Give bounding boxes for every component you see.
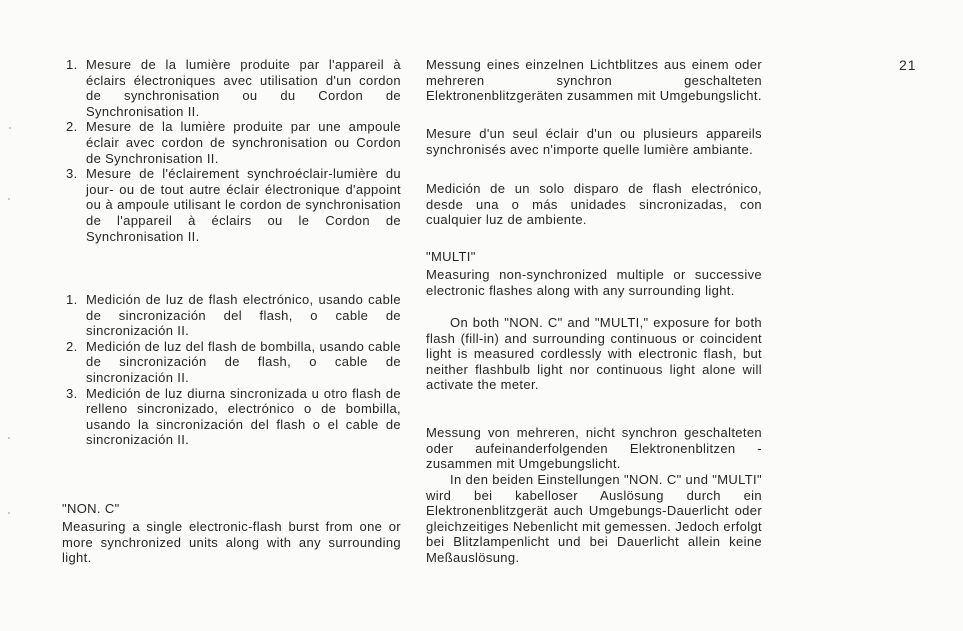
list-item	[62, 386, 401, 448]
spanish-numbered-list	[62, 292, 401, 448]
list-number: 2.	[66, 338, 78, 354]
list-number: 1.	[66, 292, 78, 307]
french-single-paragraph: Mesure d'un seul éclair d'un ou plusieurs appareils synchronisés avec n'importe quelle lumière ambiante.	[426, 126, 762, 157]
paper-speck	[9, 127, 11, 129]
list-number: 3.	[66, 385, 78, 401]
list-item	[62, 292, 401, 339]
list-item-text: Medición de luz de flash electrónico, usando cable de sincronización del flash, o cable de sincronización II.	[86, 292, 401, 339]
german-both-modes-paragraph: In den beiden Einstellungen "NON. C" und "MULTI" wird bei kabelloser Auslösung durch ein Elektronenblitzgerät auch Umgebungs-Dauerlicht oder gleichzeitiges Nebenlicht mit gemessen. Jedoch erfolgt bei Blitzlampenlicht und bei Dauerlicht allein keine Meßauslösung.	[426, 472, 762, 565]
page-number: 21	[899, 57, 917, 73]
non-c-english-paragraph: Measuring a single electronic-flash burst from one or more synchronized units along with any surrounding light.	[62, 519, 401, 566]
paper-speck	[8, 512, 10, 514]
list-item-text: Medición de luz del flash de bombilla, usando cable de sincronización de flash, o cable de sincronización II.	[86, 338, 401, 385]
list-item	[62, 339, 401, 386]
german-single-paragraph: Messung eines einzelnen Lichtblitzes aus einem oder mehreren synchron geschalteten Elektronenblitzgeräten zusammen mit Umgebungslicht.	[426, 57, 762, 104]
list-item	[62, 166, 401, 244]
list-item-text: Medición de luz diurna sincronizada u otro flash de relleno sincronizado, electrónico o de bombilla, usando la sincronización del flash o el cable de sincronización II.	[86, 385, 401, 448]
list-number: 1.	[66, 57, 78, 72]
list-item	[62, 57, 401, 119]
multi-heading: "MULTI"	[426, 249, 476, 264]
multi-english-paragraph: Measuring non-synchronized multiple or successive electronic flashes along with any surrounding light.	[426, 267, 762, 298]
list-item-text: Mesure de la lumière produite par une ampoule éclair avec cordon de synchronisation ou Cordon de Synchronisation II.	[86, 119, 401, 166]
paper-speck	[8, 437, 10, 439]
german-multi-paragraph: Messung von mehreren, nicht synchron geschalteten oder aufeinanderfolgenden Elektronenblitzen - zusammen mit Umgebungslicht.	[426, 425, 762, 472]
list-number: 3.	[66, 166, 78, 182]
list-number: 2.	[66, 119, 78, 135]
non-c-heading: "NON. C"	[62, 501, 120, 516]
french-numbered-list	[62, 57, 401, 244]
spanish-single-paragraph: Medición de un solo disparo de flash electrónico, desde una o más unidades sincronizadas, con cualquier luz de ambiente.	[426, 181, 762, 228]
list-item-text: Mesure de l'éclairement synchroéclair-lumière du jour- ou de tout autre éclair électronique d'appoint ou à ampoule utilisant le cordon de synchronisation de l'appareil à éclairs ou le Cordon de Synchronisation II.	[86, 166, 401, 244]
paper-speck	[8, 198, 10, 200]
both-modes-english-paragraph: On both "NON. C" and "MULTI," exposure for both flash (fill-in) and surrounding continuous or coincident light is measured cordlessly with electronic flash, but neither flashbulb light nor continuous light alone will activate the meter.	[426, 315, 762, 393]
list-item	[62, 119, 401, 166]
list-item-text: Mesure de la lumière produite par l'appareil à éclairs électroniques avec utilisation d'un cordon de synchronisation ou du Cordon de Synchronisation II.	[86, 57, 401, 119]
